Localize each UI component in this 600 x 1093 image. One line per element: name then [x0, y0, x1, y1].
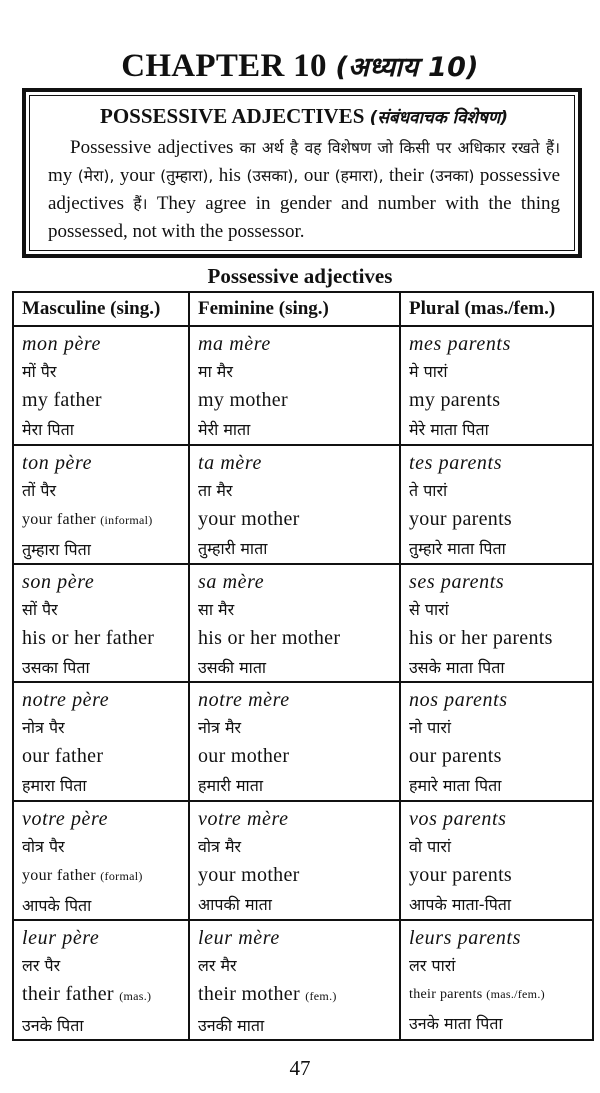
hindi-pronunciation: नोत्र मैर [198, 718, 242, 737]
usage-note: (fem.) [305, 988, 337, 1003]
english-meaning-text: my parents [409, 389, 501, 411]
hindi-pronunciation: मों पैर [22, 362, 57, 381]
header-plural: Plural (mas./fem.) [400, 292, 593, 326]
intro-text-hi: हैं। [133, 195, 148, 213]
hindi-meaning: तुम्हारा पिता [22, 539, 91, 559]
english-meaning-text: my father [22, 389, 102, 411]
hindi-meaning: तुम्हारी माता [198, 538, 268, 558]
page-number: 47 [289, 1056, 311, 1080]
hindi-meaning: मेरा पिता [22, 420, 74, 439]
usage-note: (formal) [100, 868, 143, 883]
possessive-table-wrap [12, 291, 592, 1041]
chapter-title-en: CHAPTER 10 [121, 48, 327, 84]
hindi-pronunciation: मा मैर [198, 362, 233, 381]
english-meaning [22, 504, 184, 536]
hindi-meaning: हमारी माता [198, 776, 263, 795]
french-phrase: mon père [22, 333, 102, 355]
header-feminine: Feminine (sing.) [189, 292, 400, 326]
intro-text: Possessive adjectives [70, 137, 234, 158]
french-phrase: vos parents [409, 807, 507, 830]
english-meaning [22, 860, 184, 892]
intro-text-hi: (तुम्हारा), [160, 167, 214, 185]
table-row [13, 564, 593, 683]
table-cell-feminine [189, 445, 400, 564]
table-title: Possessive adjectives [207, 264, 393, 288]
english-meaning [409, 741, 588, 772]
english-meaning-text: his or her mother [198, 626, 341, 649]
intro-text: his [218, 165, 241, 186]
english-meaning-text: your father [22, 866, 96, 884]
english-meaning-text: their mother [198, 982, 300, 1005]
table-row [13, 801, 593, 920]
french-phrase: votre mère [198, 807, 289, 830]
english-meaning [22, 979, 184, 1012]
intro-heading-en: POSSESSIVE ADJECTIVES [100, 104, 365, 128]
table-cell-feminine [189, 801, 400, 920]
hindi-meaning: तुम्हारे माता पिता [409, 538, 506, 558]
intro-text: their [388, 165, 424, 186]
english-meaning [409, 979, 588, 1010]
table-cell-feminine [189, 326, 400, 445]
usage-note: (mas.) [119, 988, 152, 1003]
usage-note: (informal) [100, 512, 153, 527]
hindi-meaning: उनके पिता [22, 1015, 84, 1035]
table-row [13, 920, 593, 1040]
header-masculine: Masculine (sing.) [13, 292, 189, 326]
english-meaning-text: my mother [198, 389, 288, 411]
hindi-meaning: आपके माता-पिता [409, 894, 512, 914]
hindi-meaning: उनकी माता [198, 1015, 265, 1035]
english-meaning [409, 860, 588, 891]
french-phrase: notre mère [198, 689, 290, 711]
table-body [13, 326, 593, 1040]
intro-text-hi: (उसका), [246, 167, 299, 185]
intro-heading [48, 102, 560, 132]
french-phrase: mes parents [409, 333, 511, 355]
english-meaning [198, 385, 395, 416]
french-phrase: votre père [22, 807, 109, 830]
intro-paragraph [48, 134, 560, 246]
hindi-pronunciation: लर मैर [198, 955, 237, 975]
table-row [13, 682, 593, 801]
english-meaning-text: your father [22, 510, 96, 528]
french-phrase: notre père [22, 689, 110, 711]
english-meaning [409, 385, 588, 416]
table-cell-masculine [13, 564, 189, 683]
hindi-meaning: हमारा पिता [22, 776, 87, 795]
intro-text-hi: का अर्थ है वह विशेषण जो किसी पर अधिकार रखते हैं। [239, 139, 560, 157]
intro-text: They agree in gender and number with the thing possessed, not with the possessor. [48, 193, 560, 242]
table-cell-feminine [189, 564, 400, 683]
english-meaning-text: their father [22, 982, 114, 1005]
intro-box [22, 88, 582, 258]
french-phrase: leur mère [198, 926, 280, 949]
french-phrase: son père [22, 570, 95, 593]
english-meaning-text: their parents [409, 986, 483, 1002]
hindi-meaning: उसके माता पिता [409, 657, 505, 677]
intro-inner-frame [29, 95, 575, 251]
table-cell-feminine [189, 920, 400, 1040]
intro-text: my [48, 165, 73, 186]
hindi-meaning: आपकी माता [198, 894, 272, 914]
hindi-pronunciation: से पारां [409, 599, 449, 619]
hindi-meaning: आपके पिता [22, 895, 92, 915]
english-meaning [198, 623, 395, 654]
french-phrase: leur père [22, 926, 100, 949]
table-cell-plural [400, 564, 593, 683]
chapter-title-hi: (अध्याय 10) [335, 52, 479, 83]
table-cell-masculine [13, 326, 189, 445]
english-meaning [198, 979, 395, 1012]
table-cell-masculine [13, 682, 189, 801]
english-meaning-text: our mother [198, 745, 290, 767]
possessive-table [12, 291, 594, 1041]
french-phrase: leurs parents [409, 926, 522, 949]
english-meaning-text: his or her parents [409, 626, 553, 649]
table-row [13, 445, 593, 564]
table-row [13, 326, 593, 445]
english-meaning [22, 623, 184, 654]
table-cell-plural [400, 326, 593, 445]
english-meaning [198, 860, 395, 891]
table-cell-feminine [189, 682, 400, 801]
english-meaning-text: our parents [409, 745, 502, 767]
english-meaning [198, 741, 395, 772]
english-meaning-text: your parents [409, 507, 513, 530]
english-meaning [22, 385, 184, 416]
hindi-pronunciation: तों पैर [22, 480, 56, 500]
hindi-meaning: उसकी माता [198, 657, 267, 677]
hindi-pronunciation: लर पारां [409, 955, 456, 975]
english-meaning-text: your parents [409, 863, 513, 886]
hindi-pronunciation: वोत्र मैर [198, 836, 242, 856]
table-cell-plural [400, 445, 593, 564]
french-phrase: nos parents [409, 689, 508, 711]
english-meaning [409, 623, 588, 654]
hindi-pronunciation: सों पैर [22, 599, 58, 619]
hindi-meaning: उसका पिता [22, 657, 90, 677]
intro-text: possessive adjectives [48, 165, 561, 214]
hindi-pronunciation: ता मैर [198, 480, 233, 500]
intro-text-hi: (उनका) [429, 167, 475, 185]
usage-note: (mas./fem.) [486, 986, 545, 1001]
table-cell-plural [400, 682, 593, 801]
english-meaning [22, 741, 184, 772]
french-phrase: ton père [22, 451, 93, 474]
english-meaning-text: his or her father [22, 626, 155, 649]
hindi-pronunciation: नोत्र पैर [22, 718, 65, 737]
english-meaning-text: our father [22, 745, 104, 767]
chapter-title [0, 44, 600, 90]
french-phrase: sa mère [198, 570, 265, 593]
table-cell-masculine [13, 801, 189, 920]
table-cell-masculine [13, 920, 189, 1040]
french-phrase: ses parents [409, 570, 505, 593]
hindi-pronunciation: वोत्र पैर [22, 836, 65, 856]
french-phrase: ma mère [198, 333, 271, 355]
hindi-pronunciation: नो पारां [409, 718, 452, 737]
hindi-pronunciation: ते पारां [409, 480, 448, 500]
intro-text-hi: (हमारा), [334, 167, 384, 185]
english-meaning-text: your mother [198, 863, 300, 886]
english-meaning [409, 504, 588, 535]
hindi-pronunciation: लर पैर [22, 955, 61, 975]
hindi-pronunciation: सा मैर [198, 599, 235, 619]
table-cell-masculine [13, 445, 189, 564]
french-phrase: ta mère [198, 451, 262, 474]
hindi-meaning: हमारे माता पिता [409, 776, 502, 795]
table-cell-plural [400, 801, 593, 920]
intro-text-hi: (मेरा), [77, 167, 115, 185]
hindi-meaning: मेरी माता [198, 420, 251, 439]
hindi-meaning: उनके माता पिता [409, 1013, 503, 1033]
hindi-pronunciation: वो पारां [409, 836, 452, 856]
intro-text: our [303, 165, 330, 186]
intro-text: your [119, 165, 155, 186]
hindi-pronunciation: मे पारां [409, 362, 448, 381]
hindi-meaning: मेरे माता पिता [409, 420, 489, 439]
table-header-row [13, 292, 593, 326]
french-phrase: tes parents [409, 451, 503, 474]
intro-heading-hi: (संबंधवाचक विशेषण) [369, 108, 508, 128]
english-meaning [198, 504, 395, 535]
table-cell-plural [400, 920, 593, 1040]
english-meaning-text: your mother [198, 507, 300, 530]
